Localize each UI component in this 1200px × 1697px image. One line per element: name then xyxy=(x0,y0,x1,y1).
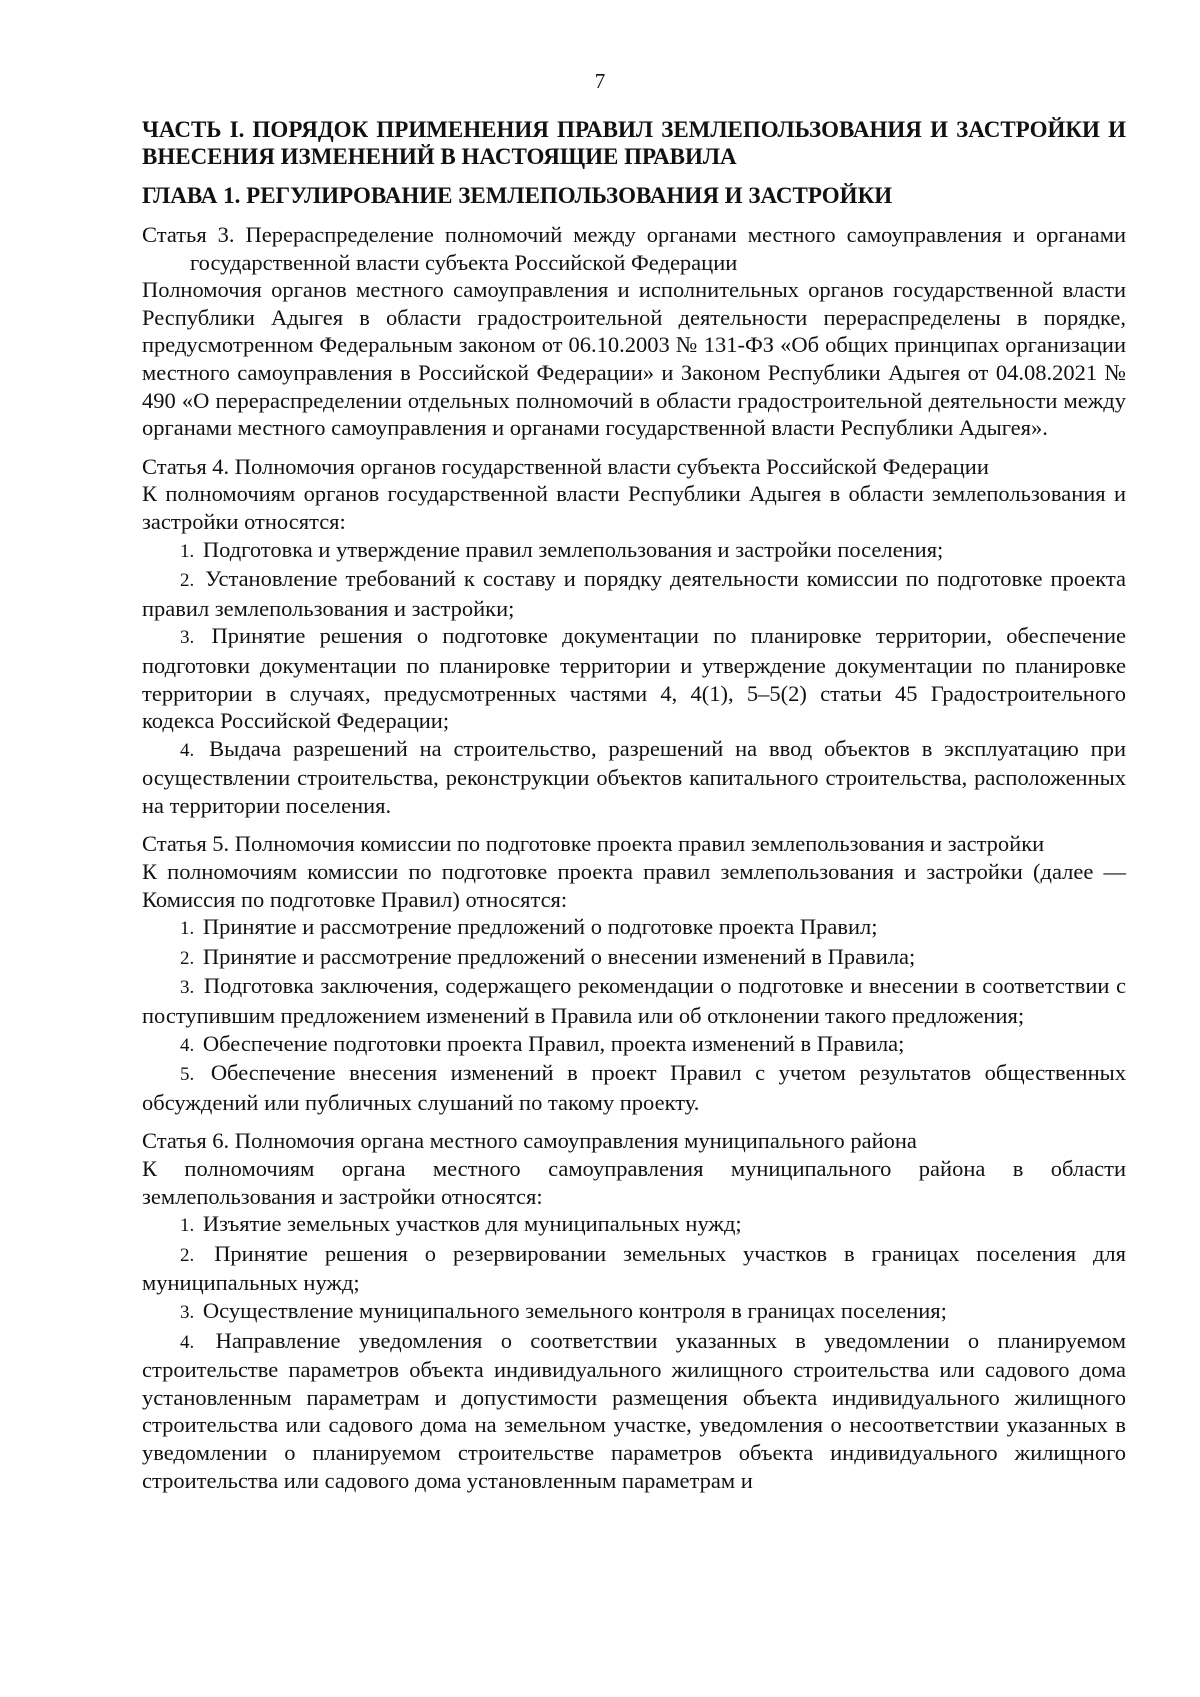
item-text: Принятие и рассмотрение предложений о подготовке проекта Правил; xyxy=(202,914,878,940)
item-number: 4. xyxy=(180,739,195,761)
list-item xyxy=(142,735,1126,820)
article-5 xyxy=(142,830,1126,1116)
article-4 xyxy=(142,453,1126,820)
list-item xyxy=(142,1240,1126,1297)
item-text: Подготовка и утверждение правил землепользования и застройки поселения; xyxy=(202,536,944,562)
part-title: ЧАСТЬ I. ПОРЯДОК ПРИМЕНЕНИЯ ПРАВИЛ ЗЕМЛЕПОЛЬЗОВАНИЯ И ЗАСТРОЙКИ И ВНЕСЕНИЯ ИЗМЕНЕНИЙ В НАСТОЯЩИЕ ПРАВИЛА xyxy=(142,117,1126,169)
article-4-heading: Статья 4. Полномочия органов государственной власти субъекта Российской Федерации xyxy=(142,453,989,479)
list-item xyxy=(142,1059,1126,1116)
item-number: 5. xyxy=(180,1064,195,1086)
item-number: 1. xyxy=(180,1215,195,1237)
item-text: Принятие решения о подготовке документации по планировке территории, обеспечение подготовки документации по планировке территории и утверждение документации по планировке территории в случаях, предусмотренных частями 4, 4(1), 5–5(2) статьи 45 Градостроительного кодекса Российской Федерации; xyxy=(142,623,1127,734)
article-3-text: Полномочия органов местного самоуправления и исполнительных органов государственной власти Республики Адыгея в области градостроительной деятельности перераспределены в порядке, предусмотренном Федеральным законом от 06.10.2003 № 131-ФЗ «Об общих принципах организации местного самоуправления в Российской Федерации» и Законом Республики Адыгея от 04.08.2021 № 490 «О перераспределении отдельных полномочий в области градостроительной деятельности между органами местного самоуправления и органами государственной власти Республики Адыгея». xyxy=(142,277,1126,441)
list-item xyxy=(142,1327,1126,1495)
item-text: Изъятие земельных участков для муниципальных нужд; xyxy=(202,1211,742,1237)
item-text: Принятие и рассмотрение предложений о внесении изменений в Правила; xyxy=(202,943,916,969)
article-5-heading: Статья 5. Полномочия комиссии по подготовке проекта правил землепользования и застройки xyxy=(142,831,1045,857)
item-text: Направление уведомления о соответствии указанных в уведомлении о планируемом строительстве параметров объекта индивидуального жилищного строительства или садового дома установленным параметрам и допустимости размещения объекта индивидуального жилищного строительства или садового дома на земельном участке, уведомления о несоответствии указанных в уведомлении о планируемом строительстве параметров объекта индивидуального жилищного строительства или садового дома установленным параметрам и xyxy=(142,1327,1126,1493)
list-item xyxy=(142,536,1126,566)
item-number: 2. xyxy=(180,947,195,969)
item-number: 2. xyxy=(180,1244,195,1266)
item-text: Принятие решения о резервировании земельных участков в границах поселения для муниципальных нужд; xyxy=(142,1240,1127,1296)
item-number: 4. xyxy=(180,1331,195,1353)
list-item xyxy=(142,913,1126,943)
item-text: Установление требований к составу и порядку деятельности комиссии по подготовке проекта правил землепользования и застройки; xyxy=(142,566,1127,621)
item-number: 2. xyxy=(180,570,195,592)
article-3 xyxy=(142,221,1126,442)
document-body xyxy=(142,116,1126,1505)
item-number: 4. xyxy=(180,1034,195,1056)
article-6 xyxy=(142,1127,1126,1494)
article-4-intro: К полномочиям органов государственной власти Республики Адыгея в области землепользования и застройки относятся: xyxy=(142,481,1126,534)
list-item xyxy=(142,1030,1126,1060)
list-item xyxy=(142,565,1126,622)
list-item xyxy=(142,1210,1126,1240)
list-item xyxy=(142,622,1126,734)
list-item xyxy=(142,1297,1126,1327)
item-text: Обеспечение подготовки проекта Правил, проекта изменений в Правила; xyxy=(202,1030,905,1056)
article-6-intro: К полномочиям органа местного самоуправления муниципального района в области землепользования и застройки относятся: xyxy=(142,1156,1126,1209)
item-number: 3. xyxy=(180,977,195,999)
item-number: 3. xyxy=(180,627,195,649)
item-number: 1. xyxy=(180,540,195,562)
page-number: 7 xyxy=(594,69,606,93)
list-item xyxy=(142,972,1126,1029)
article-6-heading: Статья 6. Полномочия органа местного самоуправления муниципального района xyxy=(142,1128,917,1154)
item-text: Выдача разрешений на строительство, разрешений на ввод объектов в эксплуатацию при осуществлении строительства, реконструкции объектов капитального строительства, расположенных на территории поселения. xyxy=(142,735,1127,818)
item-number: 3. xyxy=(180,1301,195,1323)
list-item xyxy=(142,943,1126,973)
chapter-title: ГЛАВА 1. РЕГУЛИРОВАНИЕ ЗЕМЛЕПОЛЬЗОВАНИЯ И ЗАСТРОЙКИ xyxy=(142,183,893,208)
article-5-intro: К полномочиям комиссии по подготовке проекта правил землепользования и застройки (далее — Комиссия по подготовке Правил) относятся: xyxy=(142,859,1126,912)
item-text: Обеспечение внесения изменений в проект Правил с учетом результатов общественных обсуждений или публичных слушаний по такому проекту. xyxy=(142,1060,1126,1115)
article-3-heading: Статья 3. Перераспределение полномочий между органами местного самоуправления и органами государственной власти субъекта Российской Федерации xyxy=(142,222,1126,275)
item-text: Подготовка заключения, содержащего рекомендации о подготовке и внесении в соответствии с поступившим предложением изменений в Правила или об отклонении такого предложения; xyxy=(142,973,1126,1029)
item-number: 1. xyxy=(180,918,195,940)
item-text: Осуществление муниципального земельного контроля в границах поселения; xyxy=(202,1297,947,1323)
